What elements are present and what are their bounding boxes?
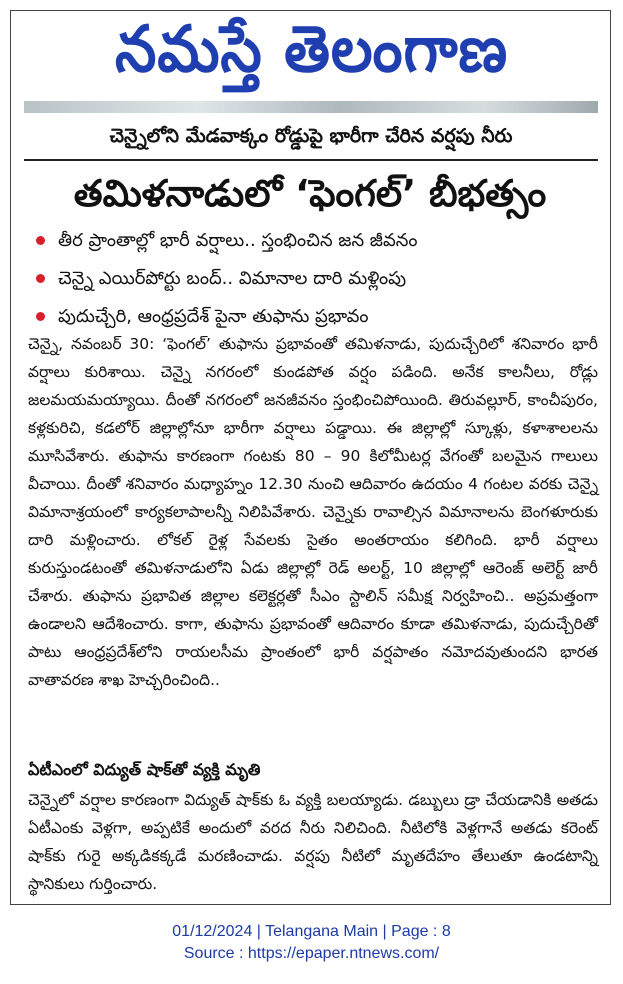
highlight-text: పుదుచ్చేరి, ఆంధ్రప్రదేశ్ పైనా తుఫాను ప్రభావం [58,306,369,327]
highlight-text: చెన్నై ఎయిర్‌పోర్టు బంద్.. విమానాల దారి మళ్లింపు [58,268,407,289]
highlight-item [36,260,596,298]
article-subheading: ఏటీఎంలో విద్యుత్ షాక్‌తో వ్యక్తి మృతి [28,760,261,779]
bullet-dot-icon [36,236,45,245]
article-headline: తమిళనాడులో ‘ఫెంగల్’ బీభత్సం [73,172,547,215]
bullet-dot-icon [36,312,45,321]
news-photo [24,101,598,113]
bullet-dot-icon [36,274,45,283]
source-footer [0,921,623,965]
article-highlights [36,222,596,336]
article-body-secondary: చెన్నైలో వర్షాల కారణంగా విద్యుత్ షాక్‌కు ఓ వ్యక్తి బలయ్యాడు. డబ్బులు డ్రా చేయడానికి అతడు ఏటీఎంకు వెళ్లగా, అప్పటికే అందులో వరద నీరు నిలిచింది. నీటిలోకి వెళ్లగానే అతడు కరెంట్ షాక్‌కు గురై అక్కడికక్కడే మరణించాడు. వర్షపు నీటిలో మృతదేహం తేలుతూ ఉండటాన్ని స్థానికులు గుర్తించారు. [28,791,598,893]
highlight-item [36,222,596,260]
photo-caption: చెన్నైలోని మేడవాక్కం రోడ్డుపై భారీగా చేరిన వర్షపు నీరు [24,117,598,161]
source-link[interactable]: Source : https://epaper.ntnews.com/ [183,945,440,962]
edition-info: 01/12/2024 | Telangana Main | Page : 8 [172,923,451,940]
article-body: చెన్నై, నవంబర్ 30: ‘ఫెంగల్’ తుఫాను ప్రభావంతో తమిళనాడు, పుదుచ్చేరిలో శనివారం భారీ వర్షాలు కురిశాయి. చెన్నై నగరంలో కుండపోత వర్షం పడింది. అనేక కాలనీలు, రోడ్లు జలమయమయ్యాయి. దీంతో నగరంలో జనజీవనం స్తంభించిపోయింది. తిరువల్లూర్, కాంచీపురం, కళ్లకురిచి, కడలోర్ జిల్లాల్లోనూ భారీగా వర్షాలు పడ్డాయి. ఈ జిల్లాల్లో స్కూళ్లు, కళాశాలలను మూసివేశారు. తుఫాను కారణంగా గంటకు 80 – 90 కిలోమీటర్ల వేగంతో బలమైన గాలులు వీచాయి. దీంతో శనివారం మధ్యాహ్నం 12.30 నుంచి ఆదివారం ఉదయం 4 గంటల వరకు చెన్నై విమానాశ్రయంలో కార్యకలాపాలన్నీ నిలిపివేశారు. చెన్నైకు రావాల్సిన విమానాలను బెంగళూరుకు దారి మళ్లించారు. లోకల్ రైళ్ల సేవలకు సైతం అంతరాయం కలిగింది. భారీ వర్షాలు కురుస్తుండటంతో తమిళనాడులోని ఏడు జిల్లాల్లో రెడ్ అలర్ట్, 10 జిల్లాల్లో ఆరెంజ్ అలెర్ట్ జారీ చేశారు. తుఫాను ప్రభావిత జిల్లాల కలెక్టర్లతో సీఎం స్టాలిన్ సమీక్ష నిర్వహించి.. అప్రమత్తంగా ఉండాలని ఆదేశించారు. కాగా, తుఫాను ప్రభావంతో ఆదివారం కూడా తమిళనాడు, పుదుచ్చేరితో పాటు ఆంధ్రప్రదేశ్‌లోని రాయలసీమ ప్రాంతంలో భారీ వర్షపాతం నమోదవుతుందని భారత వాతావరణ శాఖ హెచ్చరించింది.. [28,335,598,689]
newspaper-masthead: నమస్తే తెలంగాణ [114,13,509,87]
highlight-text: తీర ప్రాంతాల్లో భారీ వర్షాలు.. స్తంభించిన జన జీవనం [58,230,418,251]
